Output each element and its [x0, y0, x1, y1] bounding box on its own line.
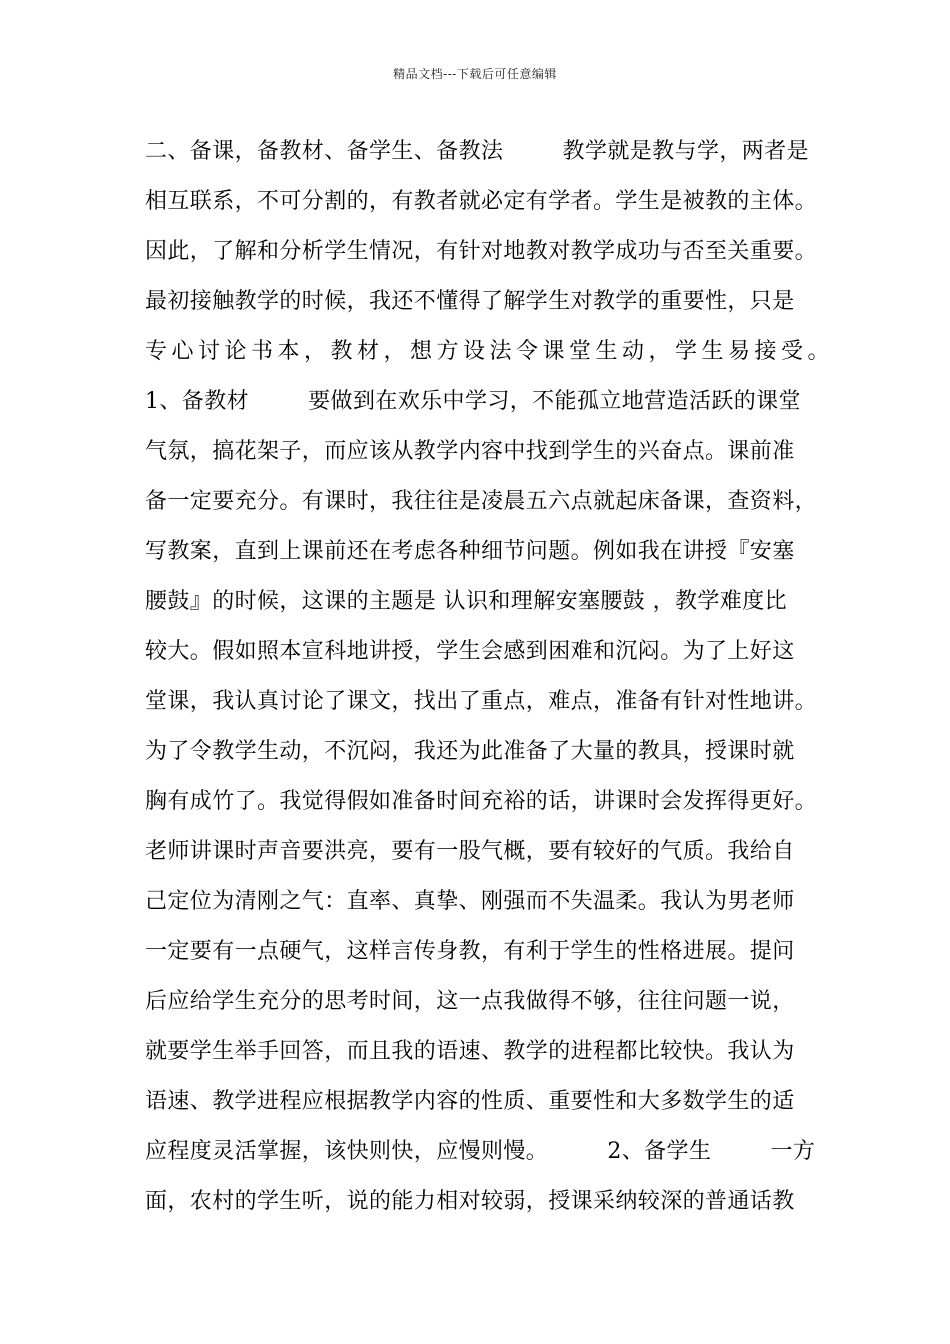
text-line-6: 1、备教材 要做到在欢乐中学习，不能孤立地营造活跃的课堂 — [145, 389, 801, 414]
text-line-12: 堂课，我认真讨论了课文，找出了重点，难点，准备有针对性地讲。 — [145, 689, 818, 714]
text-line-1: 二、备课，备教材、备学生、备教法 教学就是教与学，两者是 — [145, 139, 809, 164]
text-line-19: 就要学生举手回答，而且我的语速、教学的进程都比较快。我认为 — [145, 1039, 795, 1064]
text-line-7: 气氛，搞花架子，而应该从教学内容中找到学生的兴奋点。课前准 — [145, 439, 795, 464]
text-line-2: 相互联系，不可分割的，有教者就必定有学者。学生是被教的主体。 — [145, 189, 818, 214]
text-line-18: 后应给学生充分的思考时间，这一点我做得不够，往往问题一说， — [145, 989, 795, 1014]
text-line-4: 最初接触教学的时候，我还不懂得了解学生对教学的重要性，只是 — [145, 289, 795, 314]
text-line-13: 为了令教学生动，不沉闷，我还为此准备了大量的教具，授课时就 — [145, 739, 795, 764]
text-line-11: 较大。假如照本宣科地讲授，学生会感到困难和沉闷。为了上好这 — [145, 639, 795, 664]
text-line-22: 面，农村的学生听，说的能力相对较弱，授课采纳较深的普通话教 — [145, 1189, 795, 1214]
document-body — [145, 131, 835, 1231]
text-line-20: 语速、教学进程应根据教学内容的性质、重要性和大多数学生的适 — [145, 1089, 795, 1114]
text-line-5: 专心讨论书本，教材，想方设法令课堂生动，学生易接受。 — [145, 339, 835, 364]
text-line-21: 应程度灵活掌握，该快则快，应慢则慢。 2、备学生 一方 — [145, 1139, 816, 1164]
text-line-17: 一定要有一点硬气，这样言传身教，有利于学生的性格进展。提问 — [145, 939, 795, 964]
page-header: 精品文档---下载后可任意编辑 — [393, 67, 557, 81]
text-line-3: 因此，了解和分析学生情况，有针对地教对教学成功与否至关重要。 — [145, 239, 818, 264]
text-line-15: 老师讲课时声音要洪亮，要有一股气概，要有较好的气质。我给自 — [145, 839, 795, 864]
text-line-16: 己定位为清刚之气：直率、真挚、刚强而不失温柔。我认为男老师 — [145, 889, 795, 914]
text-line-14: 胸有成竹了。我觉得假如准备时间充裕的话，讲课时会发挥得更好。 — [145, 789, 818, 814]
text-line-9: 写教案，直到上课前还在考虑各种细节问题。例如我在讲授『安塞 — [145, 539, 795, 564]
text-line-8: 备一定要充分。有课时，我往往是凌晨五六点就起床备课，查资料， — [145, 489, 818, 514]
text-line-10: 腰鼓』的时候，这课的主题是 认识和理解安塞腰鼓 ，教学难度比 — [145, 589, 787, 614]
